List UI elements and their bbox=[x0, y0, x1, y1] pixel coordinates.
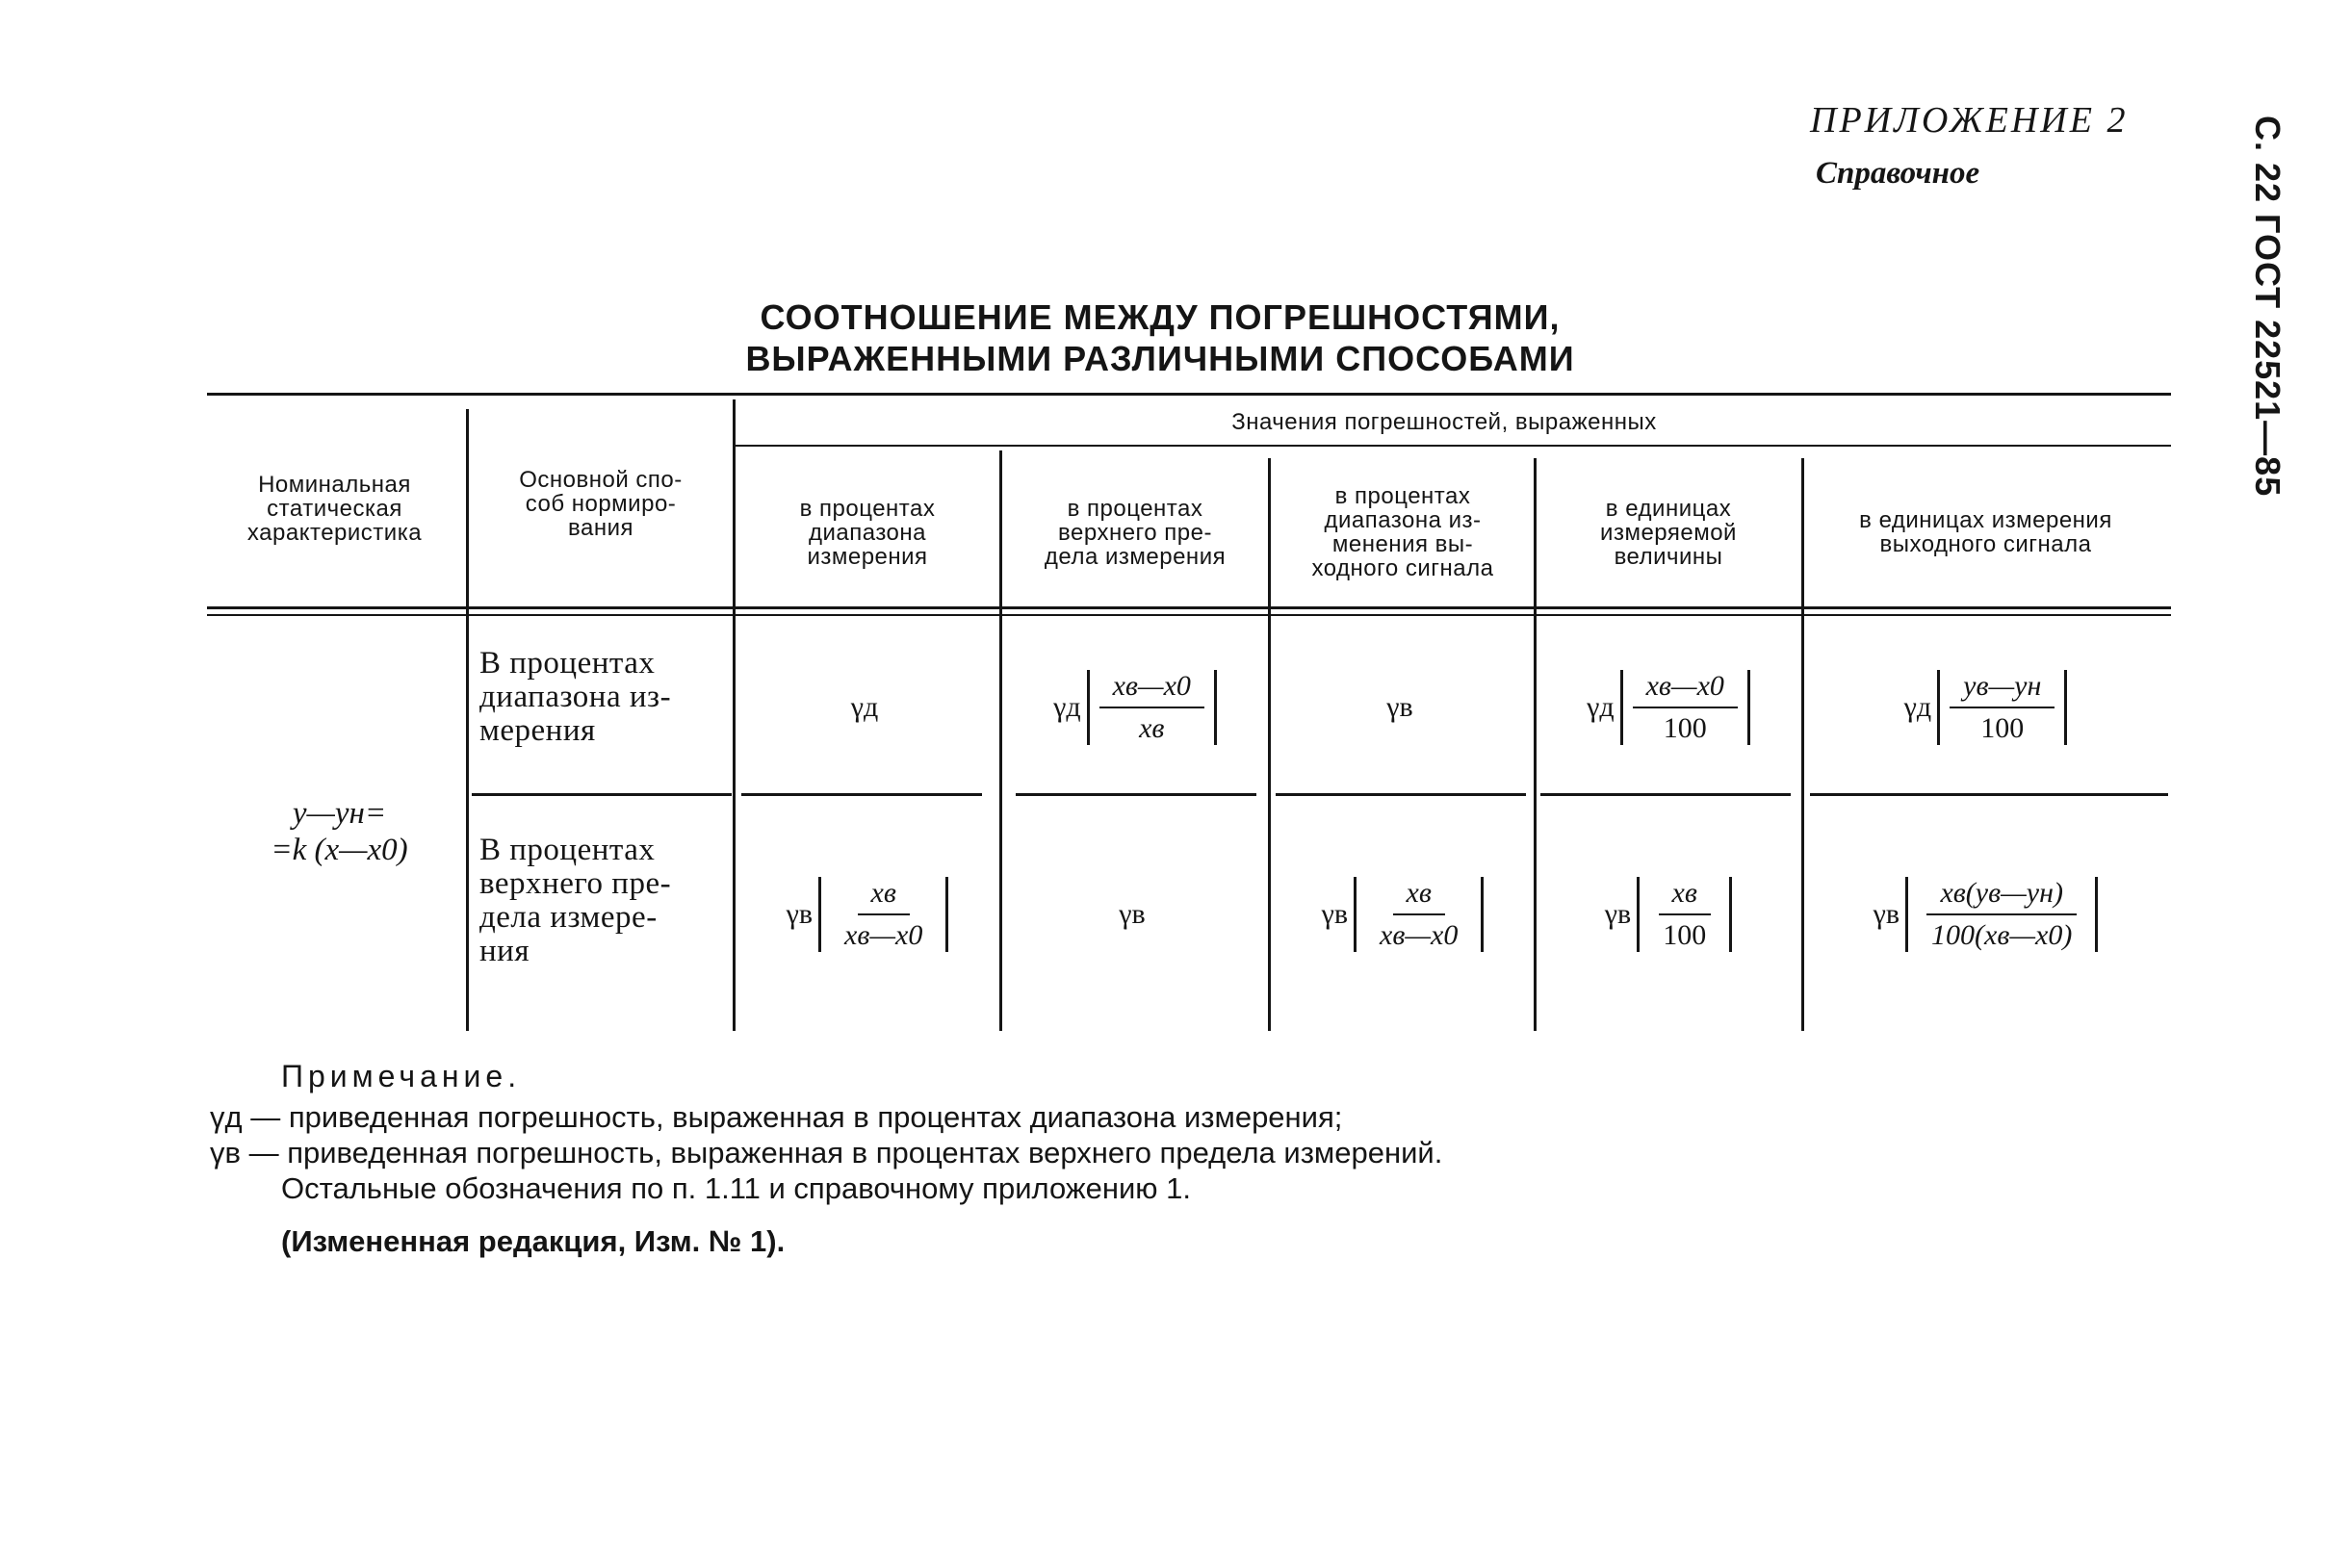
note-line: γв — приведенная погрешность, выраженная в процентах верхнего предела измерений. bbox=[210, 1136, 1443, 1170]
fraction bbox=[1633, 670, 1738, 745]
header-text-line: вания bbox=[568, 514, 633, 541]
gamma-symbol: γв bbox=[1873, 898, 1900, 930]
header-text-line: характеристика bbox=[246, 519, 423, 546]
gamma-symbol: γв bbox=[1119, 898, 1146, 930]
gamma-symbol: γд bbox=[1587, 691, 1615, 723]
fraction-numerator: xв(yв—yн) bbox=[1926, 877, 2077, 915]
note-line: Остальные обозначения по п. 1.11 и справочному приложению 1. bbox=[281, 1171, 1191, 1205]
values-header-rule bbox=[734, 445, 2171, 447]
gamma-symbol: γв bbox=[1386, 691, 1413, 723]
subheader-output-units bbox=[1805, 460, 2166, 604]
row2-cell-5 bbox=[1805, 857, 2166, 972]
appendix-type: Справочное bbox=[1816, 156, 1980, 191]
fraction-numerator: yв—yн bbox=[1950, 670, 2055, 708]
column-rule bbox=[733, 399, 736, 1031]
absolute-value bbox=[1905, 877, 2098, 952]
absolute-value bbox=[818, 877, 948, 952]
note-line: γд — приведенная погрешность, выраженная в процентах диапазона измерения; bbox=[210, 1100, 1343, 1134]
subheader-upper-limit-percent bbox=[1003, 460, 1267, 604]
row-divider bbox=[1540, 793, 1791, 796]
method-line: ния bbox=[479, 934, 530, 968]
header-bottom-rule-2 bbox=[207, 614, 2171, 616]
row-divider bbox=[1810, 793, 2168, 796]
header-text-line: выходного сигнала bbox=[1879, 531, 2092, 557]
row1-cell-4 bbox=[1538, 655, 1799, 760]
header-text-line: менения вы- bbox=[1331, 531, 1474, 557]
title-line-2: ВЫРАЖЕННЫМИ РАЗЛИЧНЫМИ СПОСОБАМИ bbox=[745, 339, 1575, 378]
header-text-line: статическая bbox=[267, 495, 402, 522]
header-text-line: соб нормиро- bbox=[525, 490, 677, 517]
row-divider bbox=[1016, 793, 1256, 796]
fraction-numerator: xв—x0 bbox=[1099, 670, 1204, 708]
fraction-numerator: xв—x0 bbox=[1633, 670, 1738, 708]
fraction-denominator: xв bbox=[1139, 712, 1165, 744]
fraction-denominator: 100 bbox=[1663, 919, 1707, 951]
fraction-denominator: 100(xв—x0) bbox=[1931, 919, 2073, 951]
header-values-span: Значения погрешностей, выраженных bbox=[1231, 408, 1657, 435]
absolute-value bbox=[1937, 670, 2067, 745]
header-text-line: величины bbox=[1614, 543, 1723, 570]
column-rule bbox=[1534, 458, 1537, 1031]
fraction-denominator: xв—x0 bbox=[844, 919, 923, 951]
gamma-symbol: γд bbox=[1053, 691, 1081, 723]
subheader-measured-units bbox=[1538, 460, 1799, 604]
fraction bbox=[1366, 877, 1471, 952]
characteristic-formula bbox=[226, 795, 452, 868]
absolute-value bbox=[1637, 877, 1732, 952]
header-bottom-rule bbox=[207, 606, 2171, 609]
header-text-line: Основной спо- bbox=[519, 466, 683, 493]
formula-line: y—yн= bbox=[292, 796, 387, 831]
header-characteristic bbox=[207, 450, 462, 566]
fraction-denominator: 100 bbox=[1663, 712, 1707, 744]
revision-note: (Измененная редакция, Изм. № 1). bbox=[281, 1224, 786, 1258]
row2-cell-2 bbox=[1003, 857, 1267, 972]
title-line-1: СООТНОШЕНИЕ МЕЖДУ ПОГРЕШНОСТЯМИ, bbox=[760, 297, 1561, 337]
header-text-line: верхнего пре- bbox=[1058, 519, 1212, 546]
appendix-label: ПРИЛОЖЕНИЕ 2 bbox=[1810, 100, 2129, 141]
gamma-symbol: γд bbox=[850, 691, 879, 723]
header-text-line: диапазона из- bbox=[1324, 507, 1482, 533]
method-line: диапазона из- bbox=[479, 680, 672, 714]
header-text-line: Номинальная bbox=[258, 471, 411, 498]
row1-cell-2 bbox=[1003, 655, 1267, 760]
header-text-line: в процентах bbox=[799, 495, 936, 522]
row2-cell-1 bbox=[737, 857, 998, 972]
column-rule bbox=[999, 450, 1002, 1031]
column-rule bbox=[1268, 458, 1271, 1031]
absolute-value bbox=[1620, 670, 1750, 745]
header-text-line: диапазона bbox=[808, 519, 926, 546]
header-text-line: дела измерения bbox=[1044, 543, 1227, 570]
gamma-symbol: γд bbox=[1903, 691, 1932, 723]
fraction-denominator: 100 bbox=[1980, 712, 2025, 744]
subheader-output-range-percent bbox=[1272, 460, 1534, 604]
column-rule bbox=[1801, 458, 1804, 1031]
header-text-line: измеряемой bbox=[1600, 519, 1737, 546]
row-divider bbox=[1276, 793, 1526, 796]
page-title bbox=[202, 296, 2118, 379]
method-line: В процентах bbox=[479, 833, 656, 867]
fraction bbox=[1950, 670, 2055, 745]
fraction bbox=[1099, 670, 1204, 745]
method-line: мерения bbox=[479, 713, 596, 748]
fraction-numerator: xв bbox=[1659, 877, 1711, 915]
formula-line: =k (x—x0) bbox=[271, 833, 408, 867]
gamma-symbol: γв bbox=[786, 898, 814, 930]
header-text-line: измерения bbox=[807, 543, 928, 570]
subheader-range-percent bbox=[737, 460, 998, 604]
column-rule bbox=[466, 409, 469, 1031]
row1-cell-5 bbox=[1805, 655, 2166, 760]
row-method-range bbox=[479, 647, 730, 748]
note-heading: Примечание. bbox=[281, 1059, 522, 1093]
gamma-symbol: γв bbox=[1321, 898, 1349, 930]
table-top-rule bbox=[207, 393, 2171, 396]
header-text-line: в единицах измерения bbox=[1859, 507, 2112, 533]
fraction bbox=[831, 877, 936, 952]
row-divider bbox=[472, 793, 732, 796]
header-method bbox=[472, 450, 730, 556]
method-line: В процентах bbox=[479, 646, 656, 681]
fraction bbox=[1918, 877, 2085, 952]
fraction bbox=[1649, 877, 1719, 952]
row2-cell-3 bbox=[1272, 857, 1534, 972]
absolute-value bbox=[1087, 670, 1217, 745]
row-divider bbox=[741, 793, 982, 796]
header-text-line: в единицах bbox=[1605, 495, 1732, 522]
row1-cell-3 bbox=[1272, 655, 1534, 760]
method-line: дела измере- bbox=[479, 900, 658, 935]
gamma-symbol: γв bbox=[1604, 898, 1632, 930]
absolute-value bbox=[1354, 877, 1484, 952]
fraction-numerator: xв bbox=[858, 877, 910, 915]
fraction-numerator: xв bbox=[1393, 877, 1445, 915]
page-standard-code: С. 22 ГОСТ 22521—85 bbox=[2248, 116, 2287, 498]
row2-cell-4 bbox=[1538, 857, 1799, 972]
method-line: верхнего пре- bbox=[479, 866, 672, 901]
header-text-line: в процентах bbox=[1334, 483, 1471, 509]
fraction-denominator: xв—x0 bbox=[1380, 919, 1459, 951]
row-method-upper-limit bbox=[479, 834, 730, 968]
header-text-line: в процентах bbox=[1067, 495, 1203, 522]
header-text-line: ходного сигнала bbox=[1311, 555, 1494, 581]
row1-cell-1 bbox=[737, 655, 998, 760]
